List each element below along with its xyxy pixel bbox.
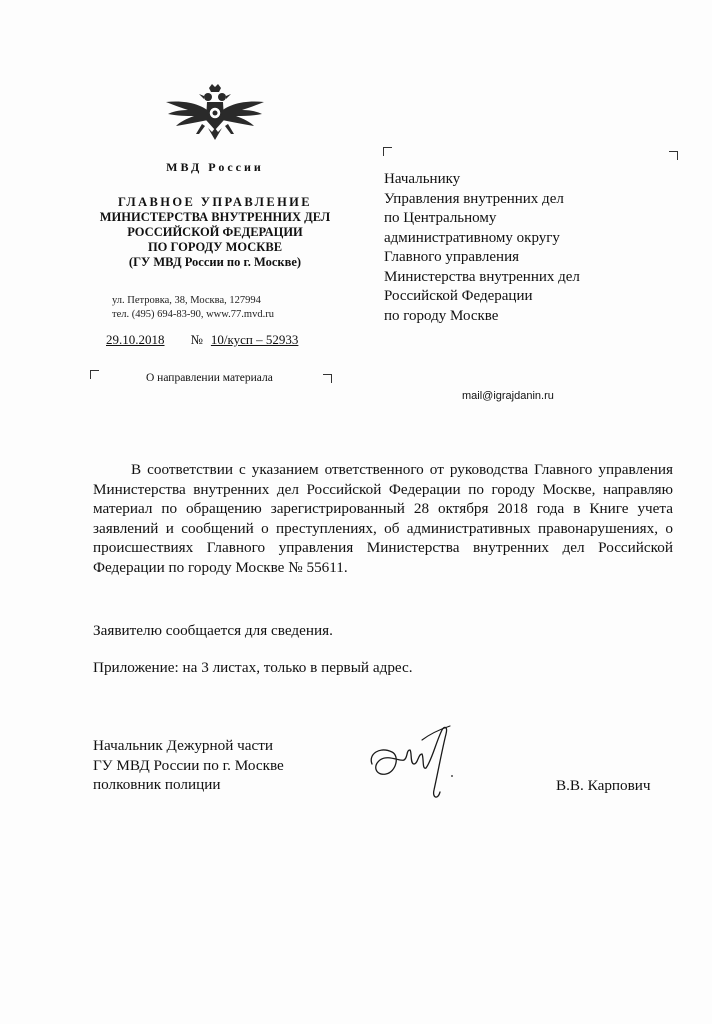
eagle-emblem-icon xyxy=(162,82,268,144)
number-sign: № xyxy=(190,332,203,347)
address-line: ул. Петровка, 38, Москва, 127994 xyxy=(112,295,261,306)
signer-name: В.В. Карпович xyxy=(556,777,651,794)
department-line: ПО ГОРОДУ МОСКВЕ xyxy=(147,240,283,254)
subject-corner-right xyxy=(323,374,332,383)
subject-corner-left xyxy=(90,370,99,379)
addressee-line: по городу Москве xyxy=(384,307,499,324)
department-line: МИНИСТЕРСТВА ВНУТРЕННИХ ДЕЛ xyxy=(99,210,331,224)
department-line: РОССИЙСКОЙ ФЕДЕРАЦИИ xyxy=(127,225,303,239)
department-name xyxy=(80,195,350,270)
addressee-corner-left xyxy=(383,147,392,156)
issuer-address xyxy=(112,294,342,322)
subject-line: О направлении материала xyxy=(146,372,273,384)
attachment-paragraph: Приложение: на 3 листах, только в первый адрес. xyxy=(93,659,413,676)
main-paragraph xyxy=(93,460,673,577)
phone-web-line: тел. (495) 694-83-90, www.77.mvd.ru xyxy=(112,309,274,320)
registration-line xyxy=(106,332,298,348)
registration-number: 10/кусп – 52933 xyxy=(210,332,299,347)
addressee-line: Российской Федерации xyxy=(384,288,533,304)
addressee-line: по Центральному xyxy=(384,210,497,226)
addressee-corner-right xyxy=(669,151,678,160)
signature-icon xyxy=(366,720,466,806)
addressee-line: Главного управления xyxy=(384,249,519,265)
registration-date: 29.10.2018 xyxy=(106,332,165,347)
addressee-block xyxy=(384,170,664,326)
signatory-line: ГУ МВД России по г. Москве xyxy=(93,756,284,774)
addressee-line: административному округу xyxy=(384,229,560,246)
signatory-line: полковник полиции xyxy=(93,776,221,793)
main-paragraph-text: В соответствии с указанием ответственного от руководства Главного управления Министерства внутренних дел Российской Федерации по городу Москве, направляю материал по обращению зарегистрированный 28 октября 2018 года в Книге учета заявлений и сообщений о преступлениях, об административных правонарушениях, о происшествиях Главного управления Министерства внутренних дел Российской Федерации по городу Москве № 55611. xyxy=(93,461,673,576)
signatory-title xyxy=(93,736,284,795)
addressee-line: Управления внутренних дел xyxy=(384,190,564,207)
addressee-line: Начальнику xyxy=(384,171,461,187)
signatory-line: Начальник Дежурной части xyxy=(93,737,274,754)
issuer-header xyxy=(80,160,350,270)
agency-name: МВД России xyxy=(166,160,264,174)
recipient-email: mail@igrajdanin.ru xyxy=(462,390,554,402)
department-line: ГЛАВНОЕ УПРАВЛЕНИЕ xyxy=(117,195,313,209)
department-line: (ГУ МВД России по г. Москве) xyxy=(128,255,302,269)
notice-paragraph: Заявителю сообщается для сведения. xyxy=(93,622,333,639)
addressee-line: Министерства внутренних дел xyxy=(384,268,580,285)
